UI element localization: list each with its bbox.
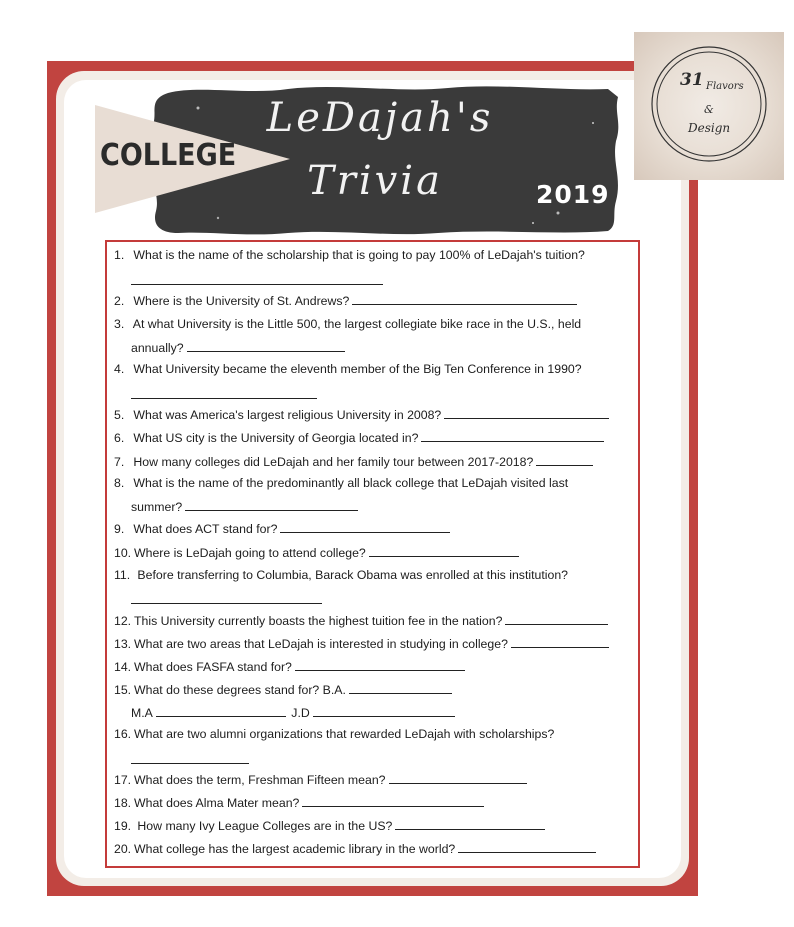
question-16: 16. What are two alumni organizations that rewarded LeDajah with scholarships? [114,727,555,741]
question-17: 17. What does the term, Freshman Fifteen mean? [114,772,527,787]
question-11: 11. Before transferring to Columbia, Barack Obama was enrolled at this institution? [114,568,569,582]
question-1: 1. What is the name of the scholarship that is going to pay 100% of LeDajah's tuition? [114,248,585,262]
year-label: 2019 [536,180,610,209]
question-3: 3. At what University is the Little 500, the largest collegiate bike race in the U.S., held [114,317,582,331]
question-13: 13. What are two areas that LeDajah is interested in studying in college? [114,636,609,651]
question-6: 6. What US city is the University of Georgia located in? [114,430,604,445]
logo-ampersand: & [704,103,714,116]
answer-line-1[interactable] [131,283,383,285]
answer-line-4[interactable] [131,397,317,399]
question-8: 8. What is the name of the predominantly all black college that LeDajah visited last [114,476,569,490]
question-9: 9. What does ACT stand for? [114,521,450,536]
logo-word-flavors: Flavors [706,81,744,92]
question-14: 14. What does FASFA stand for? [114,659,465,674]
question-10: 10. Where is LeDajah going to attend college? [114,545,519,560]
logo-word-design: Design [688,121,731,135]
question-20: 20. What college has the largest academic library in the world? [114,841,596,856]
title-line2: Trivia [307,158,443,204]
answer-line-11[interactable] [131,602,322,604]
question-12: 12. This University currently boasts the highest tuition fee in the nation? [114,613,608,628]
pennant-label: COLLEGE [100,138,237,173]
question-7: 7. How many colleges did LeDajah and her family tour between 2017-2018? [114,454,593,469]
logo-number: 31 [680,70,704,90]
question-15-cont: M.A J.D [131,705,455,720]
question-18: 18. What does Alma Mater mean? [114,795,484,810]
answer-line-16[interactable] [131,762,249,764]
title-line1: LeDajah's [266,95,494,141]
question-19: 19. How many Ivy League Colleges are in the US? [114,818,545,833]
question-2: 2. Where is the University of St. Andrews? [114,293,577,308]
question-5: 5. What was America's largest religious University in 2008? [114,407,609,422]
question-4: 4. What University became the eleventh member of the Big Ten Conference in 1990? [114,362,582,376]
question-15: 15. What do these degrees stand for? B.A. [114,682,452,697]
question-3-cont: annually? [131,340,345,355]
question-8-cont: summer? [131,499,358,514]
